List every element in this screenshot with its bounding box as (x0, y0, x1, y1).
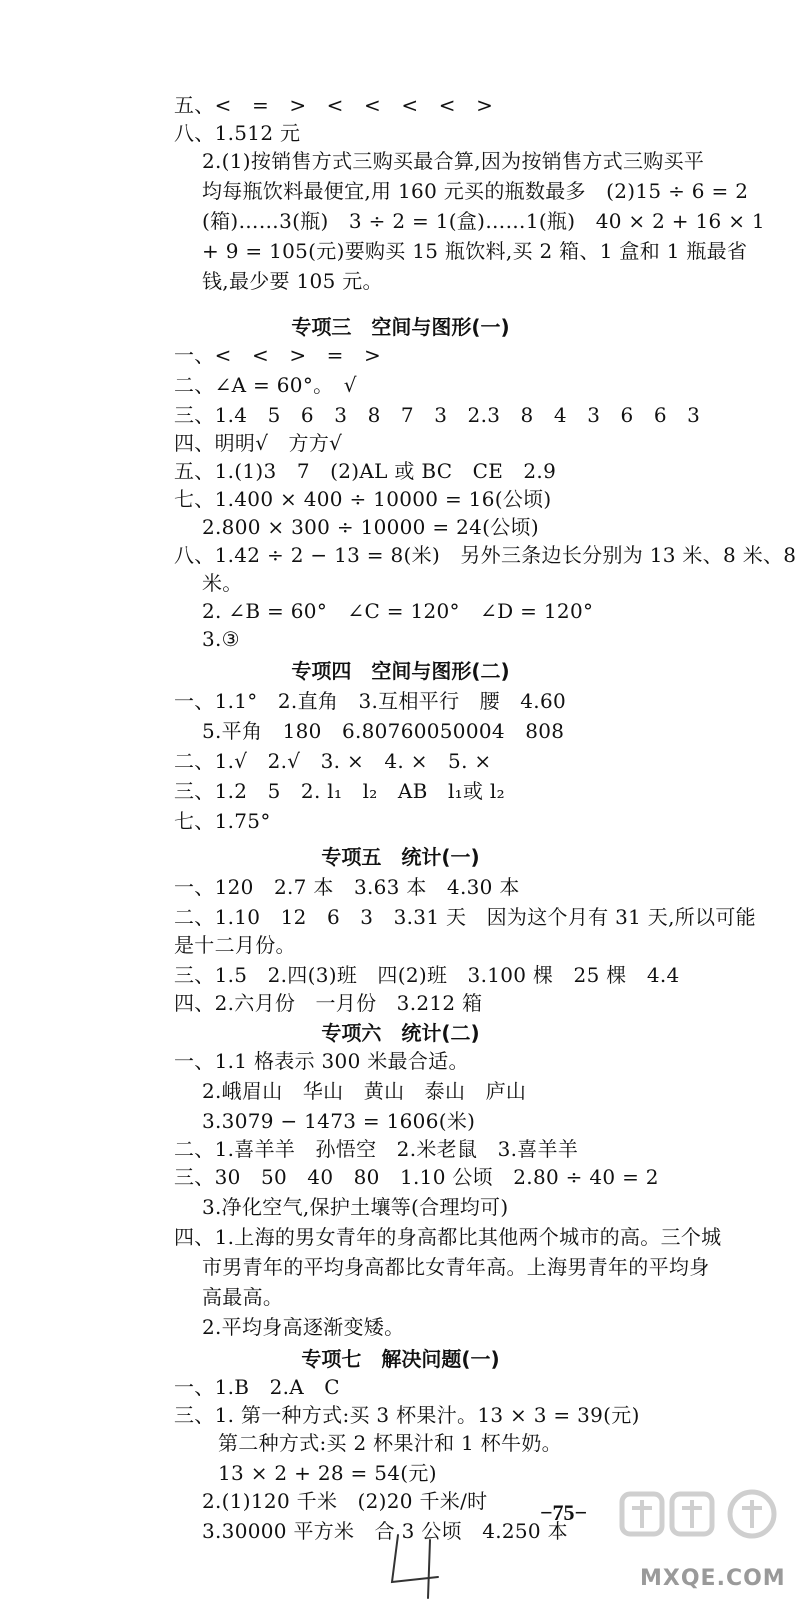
answer-line: 是十二月份。 (174, 933, 296, 957)
answer-line: 三、30 50 40 80 1.10 公顷 2.80 ÷ 40 = 2 (174, 1165, 659, 1189)
answer-line: 四、1.上海的男女青年的身高都比其他两个城市的高。三个城 (174, 1225, 722, 1249)
answer-line: 二、1.喜羊羊 孙悟空 2.米老鼠 3.喜羊羊 (174, 1137, 579, 1161)
answer-line: 2.平均身高逐渐变矮。 (202, 1315, 405, 1339)
answer-line: 高最高。 (202, 1285, 284, 1309)
answer-line: 五、< = > < < < < > (174, 93, 494, 117)
page-number: −75− (540, 1500, 588, 1525)
answer-line: 二、1.√ 2.√ 3. × 4. × 5. × (174, 749, 492, 773)
answer-line: 五、1.(1)3 7 (2)AL 或 BC CE 2.9 (174, 459, 557, 483)
answer-line: 钱,最少要 105 元。 (202, 269, 383, 293)
answer-line: 均每瓶饮料最便宜,用 160 元买的瓶数最多 (2)15 ÷ 6 = 2 (202, 179, 749, 203)
section-heading: 专项五 统计(一) (321, 845, 480, 869)
answer-line: 13 × 2 + 28 = 54(元) (218, 1461, 437, 1485)
answer-line: 四、2.六月份 一月份 3.212 箱 (174, 991, 483, 1015)
answer-line: 2.峨眉山 华山 黄山 泰山 庐山 (202, 1079, 527, 1103)
section-heading: 专项六 统计(二) (321, 1021, 480, 1045)
answer-line: 第二种方式:买 2 杯果汁和 1 杯牛奶。 (218, 1431, 562, 1455)
answer-line: (箱)……3(瓶) 3 ÷ 2 = 1(盒)……1(瓶) 40 × 2 + 16 × 1 (202, 209, 765, 233)
answer-line: 一、120 2.7 本 3.63 本 4.30 本 (174, 875, 520, 899)
answer-line: 二、1.10 12 6 3 3.31 天 因为这个月有 31 天,所以可能 (174, 905, 756, 929)
answer-line: 一、< < > = > (174, 343, 382, 367)
section-heading: 专项三 空间与图形(一) (291, 315, 510, 339)
answer-line: 2.(1)120 千米 (2)20 千米/时 (202, 1489, 488, 1513)
answer-line: 3.30000 平方米 合 3 公顷 4.250 本 (202, 1519, 568, 1543)
answer-line: 2. ∠B = 60° ∠C = 120° ∠D = 120° (202, 599, 594, 623)
answer-line: 三、1.5 2.四(3)班 四(2)班 3.100 棵 25 棵 4.4 (174, 963, 680, 987)
section-heading: 专项七 解决问题(一) (301, 1347, 500, 1371)
answer-line: 三、1.2 5 2. l₁ l₂ AB l₁或 l₂ (174, 779, 505, 803)
answer-line: 一、1.B 2.A C (174, 1375, 340, 1399)
answer-line: 七、1.75° (174, 809, 271, 833)
answer-line: 2.(1)按销售方式三购买最合算,因为按销售方式三购买平 (202, 149, 705, 173)
answer-line: 一、1.1 格表示 300 米最合适。 (174, 1049, 469, 1073)
answer-line: 三、1.4 5 6 3 8 7 3 2.3 8 4 3 6 6 3 (174, 403, 701, 427)
answer-line: 3.净化空气,保护土壤等(合理均可) (202, 1195, 509, 1219)
answer-line: + 9 = 105(元)要购买 15 瓶饮料,买 2 箱、1 盒和 1 瓶最省 (202, 239, 748, 263)
answer-line: 四、明明√ 方方√ (174, 431, 343, 455)
section-heading: 专项四 空间与图形(二) (291, 659, 510, 683)
answer-line: 七、1.400 × 400 ÷ 10000 = 16(公顷) (174, 487, 552, 511)
answer-line: 三、1. 第一种方式:买 3 杯果汁。13 × 3 = 39(元) (174, 1403, 640, 1427)
answer-line: 3.③ (202, 627, 240, 651)
answer-line: 八、1.42 ÷ 2 − 13 = 8(米) 另外三条边长分别为 13 米、8 米、8 (174, 543, 797, 567)
answer-line: 一、1.1° 2.直角 3.互相平行 腰 4.60 (174, 689, 567, 713)
answer-line: 市男青年的平均身高都比女青年高。上海男青年的平均身 (202, 1255, 710, 1279)
answer-line: 米。 (202, 571, 243, 595)
answer-line: 二、∠A = 60°。 √ (174, 373, 357, 397)
watermark-text: MXQE.COM (640, 1566, 786, 1591)
answer-line: 2.800 × 300 ÷ 10000 = 24(公顷) (202, 515, 539, 539)
answer-line: 3.3079 − 1473 = 1606(米) (202, 1109, 476, 1133)
answer-line: 5.平角 180 6.80760050004 808 (202, 719, 565, 743)
answer-line: 八、1.512 元 (174, 121, 301, 145)
